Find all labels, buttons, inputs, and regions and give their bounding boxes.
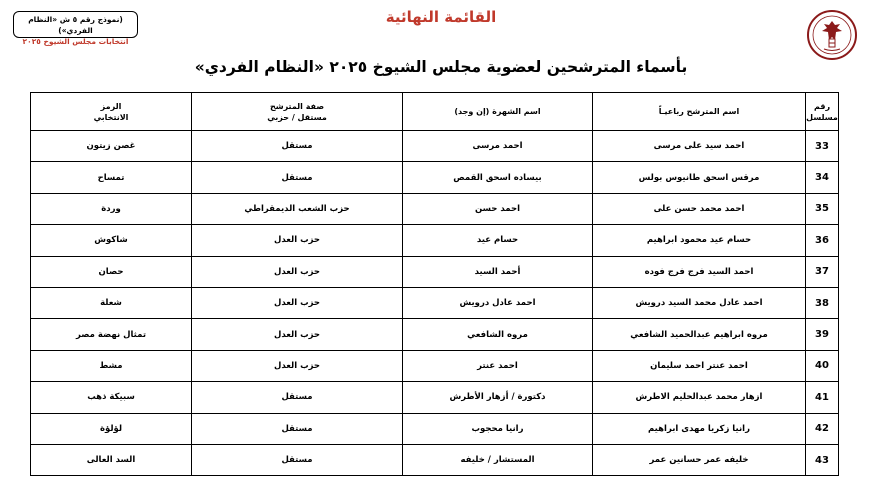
table-row [31, 256, 839, 287]
cell-symbol: مشط [31, 350, 192, 381]
candidates-table [30, 92, 839, 476]
table-row [31, 193, 839, 224]
table-row [31, 131, 839, 162]
table-row [31, 350, 839, 381]
final-list-title: القائمة النهائية [385, 8, 497, 26]
cell-symbol: سبيكة ذهب [31, 382, 192, 413]
cell-capacity: مستقل [192, 131, 403, 162]
cell-capacity: حزب العدل [192, 225, 403, 256]
cell-fame: مروه الشافعي [403, 319, 593, 350]
cell-serial: 42 [806, 413, 839, 444]
cell-capacity: مستقل [192, 444, 403, 475]
cell-name: ازهار محمد عبدالحليم الاطرش [593, 382, 806, 413]
table-row [31, 382, 839, 413]
cell-name: احمد سيد على مرسى [593, 131, 806, 162]
cell-fame: بيساده اسحق القمص [403, 162, 593, 193]
cell-name: احمد السيد فرج فرج فوده [593, 256, 806, 287]
header-fame: اسم الشهرة (إن وجد) [403, 93, 593, 131]
cell-serial: 35 [806, 193, 839, 224]
cell-capacity: حزب العدل [192, 319, 403, 350]
table-row [31, 413, 839, 444]
cell-capacity: حزب الشعب الديمقراطي [192, 193, 403, 224]
cell-fame: احمد مرسى [403, 131, 593, 162]
table-row [31, 162, 839, 193]
page-title: بأسماء المترشحين لعضوية مجلس الشيوخ ٢٠٢٥ «النظام الفردي» [194, 58, 688, 76]
cell-fame: احمد عنتر [403, 350, 593, 381]
cell-name: خليفه عمر حسانين عمر [593, 444, 806, 475]
cell-capacity: مستقل [192, 162, 403, 193]
election-label: انتخابات مجلس الشيوخ ٢٠٢٥ [22, 37, 129, 46]
cell-serial: 36 [806, 225, 839, 256]
header-symbol-line1: الرمز [100, 101, 122, 111]
header-name: اسم المترشح رباعيـاً [593, 93, 806, 131]
cell-capacity: حزب العدل [192, 256, 403, 287]
cell-fame: حسام عيد [403, 225, 593, 256]
form-number-label: (نموذج رقم ٥ ش «النظام الفردي») [28, 15, 123, 35]
cell-serial: 41 [806, 382, 839, 413]
header-serial-line2: مسلسل [806, 112, 838, 122]
cell-symbol: لؤلؤة [31, 413, 192, 444]
cell-name: رانيا زكريا مهدى ابراهيم [593, 413, 806, 444]
cell-capacity: مستقل [192, 382, 403, 413]
table-row [31, 287, 839, 318]
table-header-row [31, 93, 839, 131]
cell-symbol: غصن زيتون [31, 131, 192, 162]
cell-symbol: السد العالى [31, 444, 192, 475]
egypt-eagle-emblem-icon [806, 9, 858, 61]
cell-name: حسام عيد محمود ابراهيم [593, 225, 806, 256]
header-serial [806, 93, 839, 131]
cell-serial: 37 [806, 256, 839, 287]
cell-serial: 43 [806, 444, 839, 475]
header-symbol [31, 93, 192, 131]
header-capacity-line2: مستقل / حزبي [267, 112, 327, 122]
cell-symbol: تمساح [31, 162, 192, 193]
header-symbol-line2: الانتخابي [93, 112, 129, 122]
cell-capacity: حزب العدل [192, 350, 403, 381]
cell-serial: 33 [806, 131, 839, 162]
cell-name: احمد محمد حسن على [593, 193, 806, 224]
cell-symbol: حصان [31, 256, 192, 287]
table-row [31, 319, 839, 350]
cell-name: مروه ابراهيم عبدالحميد الشافعي [593, 319, 806, 350]
header-serial-line1: رقم [813, 101, 831, 111]
cell-fame: المستشار / خليفه [403, 444, 593, 475]
cell-serial: 38 [806, 287, 839, 318]
table-row [31, 444, 839, 475]
cell-fame: دكتورة / أزهار الأطرش [403, 382, 593, 413]
cell-name: احمد عنتر احمد سليمان [593, 350, 806, 381]
cell-symbol: وردة [31, 193, 192, 224]
cell-symbol: تمثال نهضة مصر [31, 319, 192, 350]
cell-name: احمد عادل محمد السيد درويش [593, 287, 806, 318]
cell-capacity: مستقل [192, 413, 403, 444]
cell-fame: رانيا محجوب [403, 413, 593, 444]
cell-fame: احمد حسن [403, 193, 593, 224]
cell-symbol: شعلة [31, 287, 192, 318]
cell-capacity: حزب العدل [192, 287, 403, 318]
header-capacity-line1: صفة المترشح [269, 101, 325, 111]
cell-serial: 40 [806, 350, 839, 381]
cell-serial: 39 [806, 319, 839, 350]
header-capacity [192, 93, 403, 131]
cell-fame: أحمد السيد [403, 256, 593, 287]
table-row [31, 225, 839, 256]
cell-name: مرقس اسحق طانيوس بولس [593, 162, 806, 193]
cell-serial: 34 [806, 162, 839, 193]
cell-symbol: شاكوش [31, 225, 192, 256]
cell-fame: احمد عادل درويش [403, 287, 593, 318]
